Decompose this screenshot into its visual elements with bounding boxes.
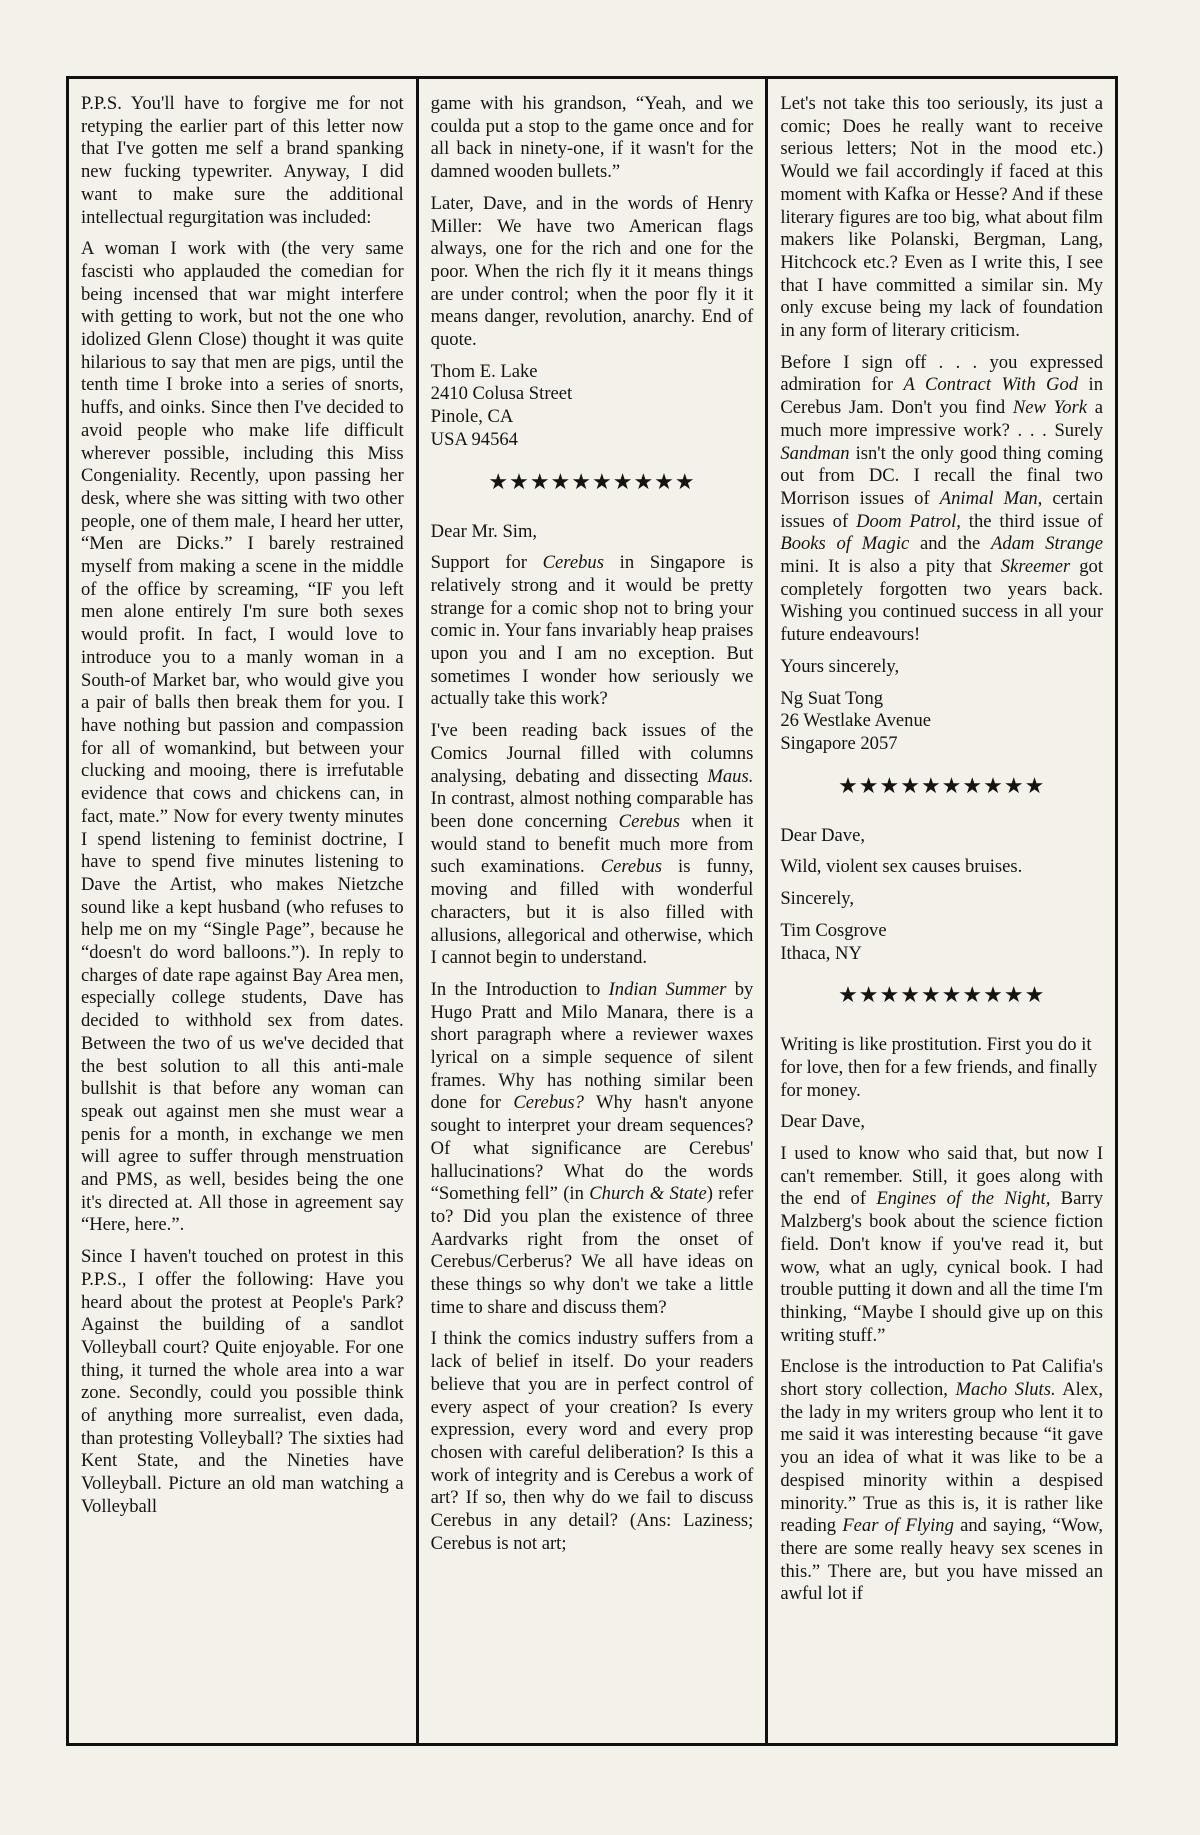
signature-name: Ng Suat Tong [780,687,884,709]
paragraph-engines-of-night: I used to know who said that, but now I can't remember. Still, it goes along with the end of Engines of the Night, Barry Malzberg's book about the science fiction field. Don't know if you've read it, but wow, what an ugly, cynical book. I had trouble putting it down and all the time I'm thinking, “Maybe I should give up on this writing stuff.” [780,1143,1104,1346]
signature-street: 26 Westlake Avenue [780,710,931,732]
salutation-dear-dave-2: Dear Dave, [780,1111,865,1133]
paragraph-comics-journal: I've been reading back issues of the Comics Journal filled with columns analysing, debating and dissecting Maus. In contrast, almost nothing comparable has been done concerning Cerebus when it would stand to benefit much more from such examinations. Cerebus is funny, moving and filled with wonderful characters, but it is also filled with allusions, allegorical and otherwise, which I cannot begin to understand. [430,720,754,969]
signature-name: Tim Cosgrove [780,919,887,941]
column-2 [419,79,769,1743]
paragraph-henry-miller: Later, Dave, and in the words of Henry Miller: We have two American flags always, one for the rich and one for the poor. When the rich fly it it means things are under control; when the poor fly it it means danger, revolution, anarchy. End of quote. [430,192,754,351]
paragraph-not-seriously: Let's not take this too seriously, its just a comic; Does he really want to receive serious letters; Not in the mood etc.) Would we fail accordingly if faced at this moment with Kafka or Hesse? And if these literary figures are too big, what about film makers like Polanski, Bergman, Lang, Hitchcock etc.? Even as I write this, I see that I have committed a similar sin. My only excuse being my lack of foundation in any form of literary criticism. [780,93,1104,342]
star-divider: ★★★★★★★★★★ [838,983,1046,1009]
salutation-mr-sim: Dear Mr. Sim, [430,520,538,542]
column-3 [768,79,1115,1743]
paragraph-pps: P.P.S. You'll have to forgive me for not retyping the earlier part of this letter now that I've gotten me self a brand spanking new fucking typewriter. Anyway, I did want to make sure the additional intellectual regurgitation was included: [81,93,404,228]
signature-tim-cosgrove [780,920,1103,965]
signature-city: Singapore 2057 [780,732,898,754]
star-divider: ★★★★★★★★★★ [838,773,1046,799]
signature-ng-suat-tong [780,688,1103,756]
paragraph-support: Support for Cerebus in Singapore is relatively strong and it would be pretty strange for a comic shop not to bring your comic in. Your fans invariably heap praises upon you and I am no exception. But sometimes I wonder how seriously we actually take this work? [430,552,754,710]
paragraph-protest: Since I haven't touched on protest in this P.P.S., I offer the following: Have you heard about the protest at People's Park? Against the building of a sandlot Volleyball court? Quite enjoyable. For one thing, it turned the whole area into a war zone. Secondly, could you possible think of anything more surrealist, even dada, than protesting Volleyball? The sixties had Kent State, and the Nineties have Volleyball. Picture an old man watching a Volleyball [81,1246,404,1517]
paragraph-before-sign-off: Before I sign off . . . you expressed admiration for A Contract With God in Cerebus Jam. Don't you find New York a much more impressive work? . . . Surely Sandman isn't the only good thing coming out from DC. I recall the final two Morrison issues of Animal Man, certain issues of Doom Patrol, the third issue of Books of Magic and the Adam Strange mini. It is also a pity that Skreemer got completely forgotten two years back. Wishing you continued success in all your future endeavours! [780,351,1104,646]
signature-name: Thom E. Lake [430,360,538,382]
paragraph-woman-at-work: A woman I work with (the very same fascisti who applauded the comedian for being incensed that war might interfere with getting to work, but not the one who idolized Glenn Close) thought it was quite hilarious to say that men are pigs, until the tenth time I broke into a series of snorts, huffs, and oinks. Since then I've decided to avoid people who make life difficult wherever possible, including this Miss Congeniality. Recently, upon passing her desk, where she was sitting with two other people, one of them male, I heard her utter, “Men are Dicks.” I barely restrained myself from making a scene in the middle of the office by screaming, “IF you left men alone entirely I'm sure both sexes would profit. In fact, I would love to introduce you to a manly woman in a South-of Market bar, who would give you a pair of balls then break them for you. I have nothing but passion and compassion for all of womankind, but between your clucking and mooing, there is irrefutable evidence that cows and chickens can, in fact, mate.” Now for every twenty minutes I spend listening to feminist doctrine, I have to spend five minutes listening to Dave the Artist, who makes Nietzche sound like a kept husband (who refuses to help me on my “Single Page”, because he “doesn't do word balloons.”). In reply to charges of date rape against Bay Area men, especially college students, Dave has decided to withhold sex from dates. Between the two of us we've decided that the best solution to all this anti-male bullshit is that before any woman can speak out against men she must wear a penis for a month, in exchange we men will agree to suffer through menstruation and PMS, as well, besides being the one it's directed at. All those in agreement say “Here, here.”. [81,238,404,1236]
signature-country: USA 94564 [430,428,518,450]
letters-page-frame [66,76,1118,1746]
paragraph-grandson: game with his grandson, “Yeah, and we coulda put a stop to the game once and for all back in ninety-one, if it wasn't for the damned wooden bullets.” [430,93,754,183]
closing-sincerely: Sincerely, [780,888,855,910]
paragraph-comics-industry: I think the comics industry suffers from a lack of belief in itself. Do your readers believe that you are in perfect control of every aspect of your creation? Is every expression, every word and every prop chosen with careful deliberation? Is this a work of integrity and is Cerebus a work of art? If so, then why do we fail to discuss Cerebus in any detail? (Ans: Laziness; Cerebus is not art; [430,1328,754,1554]
salutation-dear-dave: Dear Dave, [780,824,865,846]
closing-yours-sincerely: Yours sincerely, [780,655,900,677]
signature-city: Pinole, CA [430,406,514,428]
signature-city: Ithaca, NY [780,942,862,964]
star-divider: ★★★★★★★★★★ [488,469,696,495]
paragraph-macho-sluts: Enclose is the introduction to Pat Califia's short story collection, Macho Sluts. Alex, the lady in my writers group who lent it to me said it was interesting because “it gave you an idea of what it was like to be a despised minority within a despised minority.” True as this is, it is rather like reading Fear of Flying and saying, “Wow, there are some really heavy sex scenes in this.” There are, but you have missed an awful lot if [780,1356,1104,1605]
paragraph-bruises: Wild, violent sex causes bruises. [780,856,1023,878]
paragraph-writing-quote: Writing is like prostitution. First you do it for love, then for a few friends, and finally for money. [780,1034,1098,1101]
column-1 [69,79,419,1743]
signature-thom-lake [431,361,754,452]
signature-street: 2410 Colusa Street [430,383,573,405]
paragraph-indian-summer: In the Introduction to Indian Summer by Hugo Pratt and Milo Manara, there is a short paragraph where a reviewer waxes lyrical on a simple sequence of silent frames. Why has nothing similar been done for Cerebus? Why hasn't anyone sought to interpret your dream sequences? Of what significance are Cerebus' hallucinations? What do the words “Something fell” (in Church & State) refer to? Did you plan the existence of three Aardvarks right from the onset of Cerebus/Cerberus? We all have ideas on these things so why don't we take a little time to share and discuss them? [430,978,754,1318]
